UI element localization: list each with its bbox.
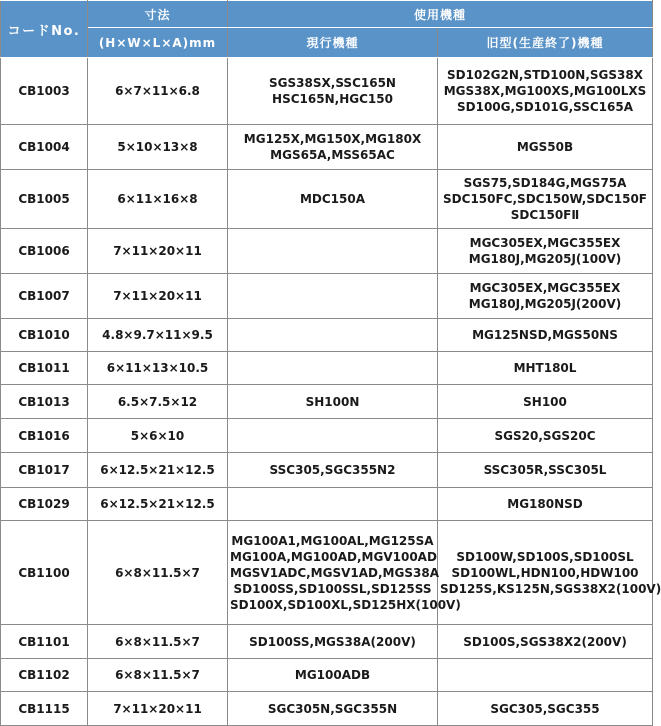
cell-code: CB1007 (1, 274, 88, 319)
cell-code: CB1016 (1, 419, 88, 453)
cell-size: 6×8×11.5×7 (88, 659, 228, 692)
table-row (1, 659, 653, 692)
table-row (1, 274, 653, 319)
model-line: SGS38SX,SSC165N (269, 76, 396, 90)
model-line: SSC305,SGC355N2 (269, 463, 396, 477)
cell-old-models (438, 58, 653, 125)
cell-old-models (438, 385, 653, 419)
model-line: SD100W,SD100S,SD100SL (456, 549, 634, 564)
model-line: SD100S,SGS38X2(200V) (463, 634, 627, 649)
model-line: SD125S,KS125N,SGS38X2(100V) (440, 581, 661, 596)
model-line: SD100G,SD101G,SSC165A (457, 100, 634, 114)
cell-old-models (438, 274, 653, 319)
cell-code: CB1115 (1, 692, 88, 726)
model-line: MG180J,MG205J(100V) (468, 252, 622, 266)
cell-old-models (438, 419, 653, 453)
cell-current-models (228, 453, 438, 488)
model-line: MHT180L (513, 361, 577, 375)
model-line: MG180NSD (507, 497, 583, 511)
cell-code: CB1017 (1, 453, 88, 488)
cell-code: CB1011 (1, 352, 88, 385)
cell-old-models (438, 453, 653, 488)
cell-current-models (228, 419, 438, 453)
cell-code: CB1003 (1, 58, 88, 125)
table-row (1, 521, 653, 625)
cell-old-models (438, 352, 653, 385)
cell-old-models (438, 170, 653, 229)
model-line: SDC150FⅡ (510, 208, 580, 222)
cell-current-models (228, 274, 438, 319)
header-dims: 寸法 (88, 1, 228, 28)
model-line: MG100A,MG100AD,MGV100AD (230, 549, 437, 564)
model-line: SGS75,SD184G,MGS75A (463, 176, 627, 190)
cell-old-models (438, 659, 653, 692)
cell-code: CB1010 (1, 319, 88, 352)
table-row (1, 625, 653, 659)
header-old-models: 旧型(生産終了)機種 (438, 28, 653, 58)
cell-current-models (228, 659, 438, 692)
cell-current-models (228, 58, 438, 125)
cell-old-models (438, 625, 653, 659)
cell-size: 5×10×13×8 (88, 125, 228, 170)
cell-size: 4.8×9.7×11×9.5 (88, 319, 228, 352)
cell-current-models (228, 625, 438, 659)
cell-size: 6×12.5×21×12.5 (88, 453, 228, 488)
cell-code: CB1004 (1, 125, 88, 170)
model-line: MGS38X,MG100XS,MG100LXS (443, 84, 647, 98)
model-line: MGC305EX,MGC355EX (469, 236, 621, 250)
cell-old-models (438, 229, 653, 274)
table-row (1, 692, 653, 726)
cell-size: 7×11×20×11 (88, 229, 228, 274)
header-dims-unit: (H×W×L×A)mm (88, 28, 228, 58)
model-line: MG180J,MG205J(200V) (468, 297, 622, 311)
table-row (1, 453, 653, 488)
model-line: SH100N (305, 394, 360, 409)
cell-size: 6×11×16×8 (88, 170, 228, 229)
cell-size: 6×12.5×21×12.5 (88, 488, 228, 521)
cell-current-models (228, 229, 438, 274)
model-line: MG125NSD,MGS50NS (472, 328, 618, 342)
cell-old-models (438, 125, 653, 170)
cell-current-models (228, 488, 438, 521)
cell-code: CB1100 (1, 521, 88, 625)
model-line: MGC305EX,MGC355EX (469, 281, 621, 295)
cell-current-models (228, 352, 438, 385)
header-code: コードNo. (1, 1, 88, 58)
model-line: MG125X,MG150X,MG180X (243, 132, 422, 146)
model-line: SH100 (523, 394, 567, 409)
cell-code: CB1013 (1, 385, 88, 419)
cell-current-models (228, 692, 438, 726)
model-line: SD100WL,HDN100,HDW100 (451, 565, 639, 580)
model-line: SD100X,SD100XL,SD125HX(100V) (230, 597, 461, 612)
cell-current-models (228, 170, 438, 229)
cell-code: CB1006 (1, 229, 88, 274)
model-line: SGC305N,SGC355N (267, 701, 398, 716)
model-line: SD100SS,SD100SSL,SD125SS (233, 581, 432, 596)
cell-current-models (228, 125, 438, 170)
cell-code: CB1005 (1, 170, 88, 229)
table-row (1, 125, 653, 170)
cell-code: CB1029 (1, 488, 88, 521)
cell-size: 5×6×10 (88, 419, 228, 453)
table-row (1, 488, 653, 521)
cell-current-models (228, 319, 438, 352)
cell-old-models (438, 521, 661, 625)
cell-size: 6×11×13×10.5 (88, 352, 228, 385)
cell-code: CB1102 (1, 659, 88, 692)
table-row (1, 419, 653, 453)
cell-size: 6.5×7.5×12 (88, 385, 228, 419)
cell-code: CB1101 (1, 625, 88, 659)
cell-size: 6×7×11×6.8 (88, 58, 228, 125)
table-row (1, 319, 653, 352)
header-models: 使用機種 (228, 1, 653, 28)
table-body (1, 58, 661, 726)
cell-current-models (228, 385, 438, 419)
table-row (1, 58, 653, 125)
model-line: SSC305R,SSC305L (483, 463, 607, 477)
model-line: SDC150FC,SDC150W,SDC150F (443, 192, 647, 206)
cell-old-models (438, 319, 653, 352)
cell-size: 6×8×11.5×7 (88, 625, 228, 659)
table-row (1, 170, 653, 229)
model-line: MG100A1,MG100AL,MG125SA (231, 533, 434, 548)
cell-old-models (438, 692, 653, 726)
model-line: MGS50B (516, 140, 574, 154)
cell-size: 7×11×20×11 (88, 692, 228, 726)
cell-size: 6×8×11.5×7 (88, 521, 228, 625)
model-line: SD102G2N,STD100N,SGS38X (447, 68, 643, 82)
model-line: SD100SS,MGS38A(200V) (249, 634, 416, 649)
model-line: MGS65A,MSS65AC (270, 148, 395, 162)
table-row (1, 385, 653, 419)
model-line: MDC150A (299, 192, 366, 206)
model-line: SGC305,SGC355 (490, 701, 600, 716)
table-row (1, 352, 653, 385)
model-line: MGSV1ADC,MGSV1AD,MGS38A (230, 565, 439, 580)
table-row (1, 229, 653, 274)
cell-size: 7×11×20×11 (88, 274, 228, 319)
cell-current-models (228, 521, 461, 625)
model-line: SGS20,SGS20C (494, 428, 596, 443)
header-current-models: 現行機種 (228, 28, 438, 58)
model-line: MG100ADB (294, 668, 371, 682)
cell-old-models (438, 488, 653, 521)
model-line: HSC165N,HGC150 (272, 92, 393, 106)
